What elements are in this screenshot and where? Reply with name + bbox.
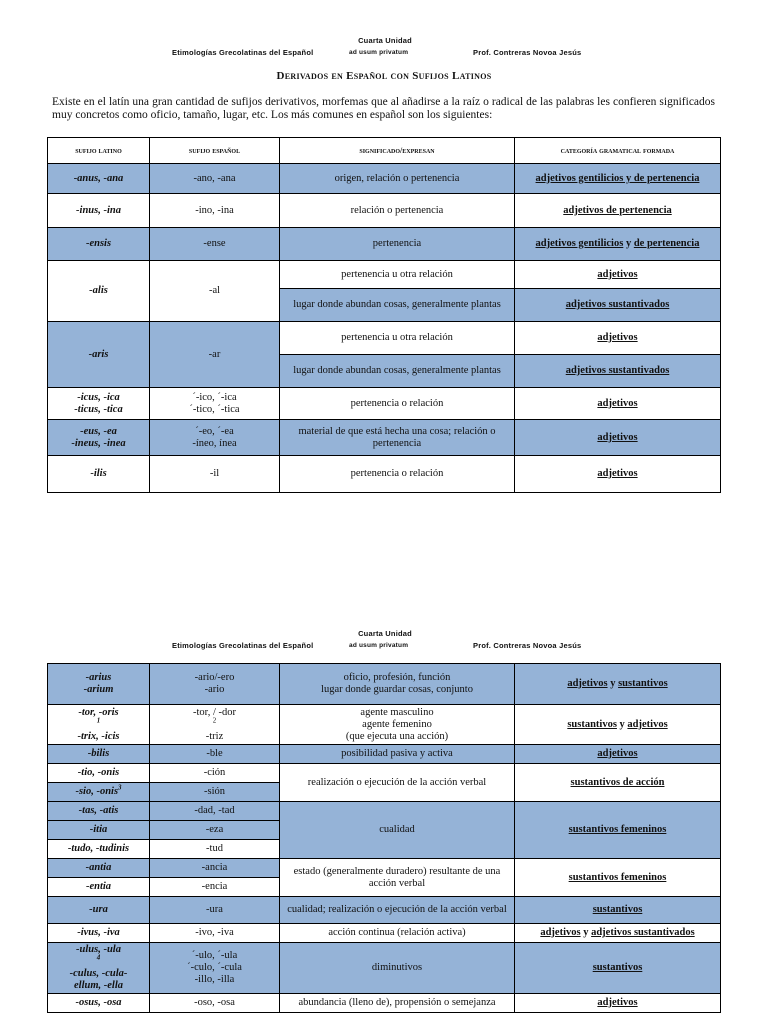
latin-suffix: -tor, -oris $^1$ -trix, -icis: [48, 705, 150, 745]
latin-suffix: -icus, -ica -ticus, -tica: [48, 388, 150, 420]
conjunction: y: [583, 927, 589, 938]
spanish-suffix: ´-ico, ´-ica ´-tico, ´-tica: [150, 388, 280, 420]
latin-suffix: -anus, -ana: [48, 164, 150, 194]
table-row: [48, 420, 721, 456]
professor-label: Prof. Contreras Novoa Jesús: [473, 48, 582, 57]
usum-label: ad usum privatum: [349, 49, 409, 56]
spanish-suffix: -encia: [150, 878, 280, 897]
grammatical-category: adjetivos sustantivados: [565, 299, 670, 310]
table-row: [48, 164, 721, 194]
table-row: [48, 388, 721, 420]
latin-suffix: -ulus, -ula $^4$ -culus, -cula- ellum, -ella: [48, 943, 150, 994]
grammatical-category: sustantivos femeninos: [568, 871, 667, 883]
spanish-suffix: -al: [150, 261, 280, 322]
latin-suffix: -antia: [48, 859, 150, 878]
latin-suffix: -ivus, -iva: [48, 924, 150, 943]
latin-suffix: -entia: [48, 878, 150, 897]
meaning: pertenencia u otra relación: [280, 261, 515, 289]
unit-label: Cuarta Unidad: [358, 629, 412, 638]
latin-suffix: -bilis: [48, 745, 150, 764]
spanish-suffix: -ino, -ina: [150, 194, 280, 228]
spanish-suffix: -ción: [150, 764, 280, 783]
meaning: cualidad; realización o ejecución de la acción verbal: [280, 897, 515, 924]
table-row: [48, 705, 721, 745]
table-row: [48, 994, 721, 1013]
grammatical-category: adjetivos: [597, 397, 638, 409]
latin-suffix: -tudo, -tudinis: [48, 840, 150, 859]
table-row: [48, 897, 721, 924]
grammatical-category: adjetivos: [597, 748, 638, 759]
latin-suffix: -sio, -onis$^3$: [48, 783, 150, 802]
spanish-suffix: ´-eo, ´-ea -íneo, ínea: [150, 420, 280, 456]
table-row: [48, 456, 721, 493]
spanish-suffix: -ura: [150, 897, 280, 924]
grammatical-category: adjetivos sustantivados: [565, 365, 670, 376]
spanish-suffix: ´-ulo, ´-ula ´-culo, ´-cula -illo, -illa: [150, 943, 280, 994]
meaning: pertenencia o relación: [280, 388, 515, 420]
intro-paragraph: Existe en el latín una gran cantidad de sufijos derivativos, morfemas que al añadirse a la raíz o radical de las palabras les confieren significados muy concretos como oficio, tamaño, lugar, etc. Los más comunes en español son los siguientes:: [52, 96, 715, 121]
latin-suffix: -ilis: [48, 456, 150, 493]
unit-label: Cuarta Unidad: [358, 36, 412, 45]
grammatical-category: de pertenencia: [633, 238, 700, 249]
spanish-suffix: -ario/-ero -ario: [150, 664, 280, 705]
grammatical-category: adjetivos: [597, 332, 638, 343]
spanish-suffix: -sión: [150, 783, 280, 802]
table-row: [48, 745, 721, 764]
latin-suffix: -ensis: [48, 228, 150, 261]
table-row: [48, 261, 721, 289]
latin-suffix: -osus, -osa: [48, 994, 150, 1013]
meaning: cualidad: [280, 802, 515, 859]
grammatical-category: adjetivos sustantivados: [591, 927, 695, 938]
column-header: categoría gramatical formada: [515, 138, 721, 164]
grammatical-category: sustantivos femeninos: [568, 824, 667, 835]
table-row: [48, 764, 721, 783]
meaning: estado (generalmente duradero) resultante de una acción verbal: [280, 859, 515, 897]
table-row: [48, 194, 721, 228]
latin-suffix: -aris: [48, 322, 150, 388]
table-row: [48, 664, 721, 705]
meaning: posibilidad pasiva y activa: [280, 745, 515, 764]
latin-suffix: -eus, -ea -ineus, -inea: [48, 420, 150, 456]
spanish-suffix: -tor, / -dor $^2$ -triz: [150, 705, 280, 745]
table-header-row: [48, 138, 721, 164]
conjunction: y: [610, 678, 616, 689]
suffix-table-1: [47, 137, 721, 493]
course-label: Etimologías Grecolatinas del Español: [172, 48, 314, 57]
latin-suffix: -arius -arium: [48, 664, 150, 705]
usum-label: ad usum privatum: [349, 642, 409, 649]
meaning: diminutivos: [280, 943, 515, 994]
spanish-suffix: -ble: [150, 745, 280, 764]
latin-suffix: -tas, -atis: [48, 802, 150, 821]
conjunction: y: [625, 238, 632, 249]
meaning: lugar donde abundan cosas, generalmente plantas: [280, 355, 515, 388]
spanish-suffix: -ense: [150, 228, 280, 261]
spanish-suffix: -dad, -tad: [150, 802, 280, 821]
meaning: acción continua (relación activa): [280, 924, 515, 943]
table-row: [48, 228, 721, 261]
meaning: material de que está hecha una cosa; relación o pertenencia: [280, 420, 515, 456]
spanish-suffix: -ancia: [150, 859, 280, 878]
grammatical-category: sustantivos de acción: [570, 776, 665, 788]
spanish-suffix: -il: [150, 456, 280, 493]
spanish-suffix: -tud: [150, 840, 280, 859]
grammatical-category: adjetivos: [597, 997, 638, 1008]
grammatical-category: adjetivos: [597, 468, 638, 479]
grammatical-category: adjetivos: [597, 268, 638, 280]
table-row: [48, 802, 721, 821]
spanish-suffix: -ar: [150, 322, 280, 388]
spanish-suffix: -ano, -ana: [150, 164, 280, 194]
spanish-suffix: -eza: [150, 821, 280, 840]
grammatical-category: sustantivos: [592, 962, 643, 973]
spanish-suffix: -oso, -osa: [150, 994, 280, 1013]
meaning: oficio, profesión, función lugar donde guardar cosas, conjunto: [280, 664, 515, 705]
latin-suffix: -itia: [48, 821, 150, 840]
column-header: sufijo español: [150, 138, 280, 164]
latin-suffix: -inus, -ina: [48, 194, 150, 228]
table-row: [48, 943, 721, 994]
grammatical-category: sustantivos: [592, 904, 643, 915]
grammatical-category: adjetivos gentilicios y de pertenencia: [535, 172, 700, 184]
grammatical-category: sustantivos: [567, 718, 617, 730]
meaning: realización o ejecución de la acción verbal: [280, 764, 515, 802]
meaning: lugar donde abundan cosas, generalmente plantas: [280, 289, 515, 322]
meaning: pertenencia u otra relación: [280, 322, 515, 355]
grammatical-category: adjetivos: [540, 927, 581, 938]
course-label: Etimologías Grecolatinas del Español: [172, 641, 314, 650]
suffix-table-2: [47, 663, 721, 1013]
grammatical-category: adjetivos: [567, 678, 608, 689]
meaning: pertenencia o relación: [280, 456, 515, 493]
grammatical-category: adjetivos gentilicios: [535, 238, 624, 249]
table-row: [48, 322, 721, 355]
column-header: significado/expresan: [280, 138, 515, 164]
spanish-suffix: -ivo, -iva: [150, 924, 280, 943]
latin-suffix: -tio, -onis: [48, 764, 150, 783]
conjunction: y: [619, 718, 625, 730]
grammatical-category: adjetivos de pertenencia: [563, 204, 672, 216]
grammatical-category: adjetivos: [627, 718, 668, 730]
meaning: relación o pertenencia: [280, 194, 515, 228]
column-header: sufijo latino: [48, 138, 150, 164]
latin-suffix: -ura: [48, 897, 150, 924]
table-row: [48, 859, 721, 878]
meaning: pertenencia: [280, 228, 515, 261]
document-title: Derivados en Español con Sufijos Latinos: [276, 70, 492, 82]
table-row: [48, 924, 721, 943]
meaning: origen, relación o pertenencia: [280, 164, 515, 194]
meaning: agente masculino agente femenino (que ejecuta una acción): [280, 705, 515, 745]
grammatical-category: sustantivos: [618, 678, 668, 689]
professor-label: Prof. Contreras Novoa Jesús: [473, 641, 582, 650]
grammatical-category: adjetivos: [597, 431, 638, 443]
latin-suffix: -alis: [48, 261, 150, 322]
meaning: abundancia (lleno de), propensión o semejanza: [280, 994, 515, 1013]
